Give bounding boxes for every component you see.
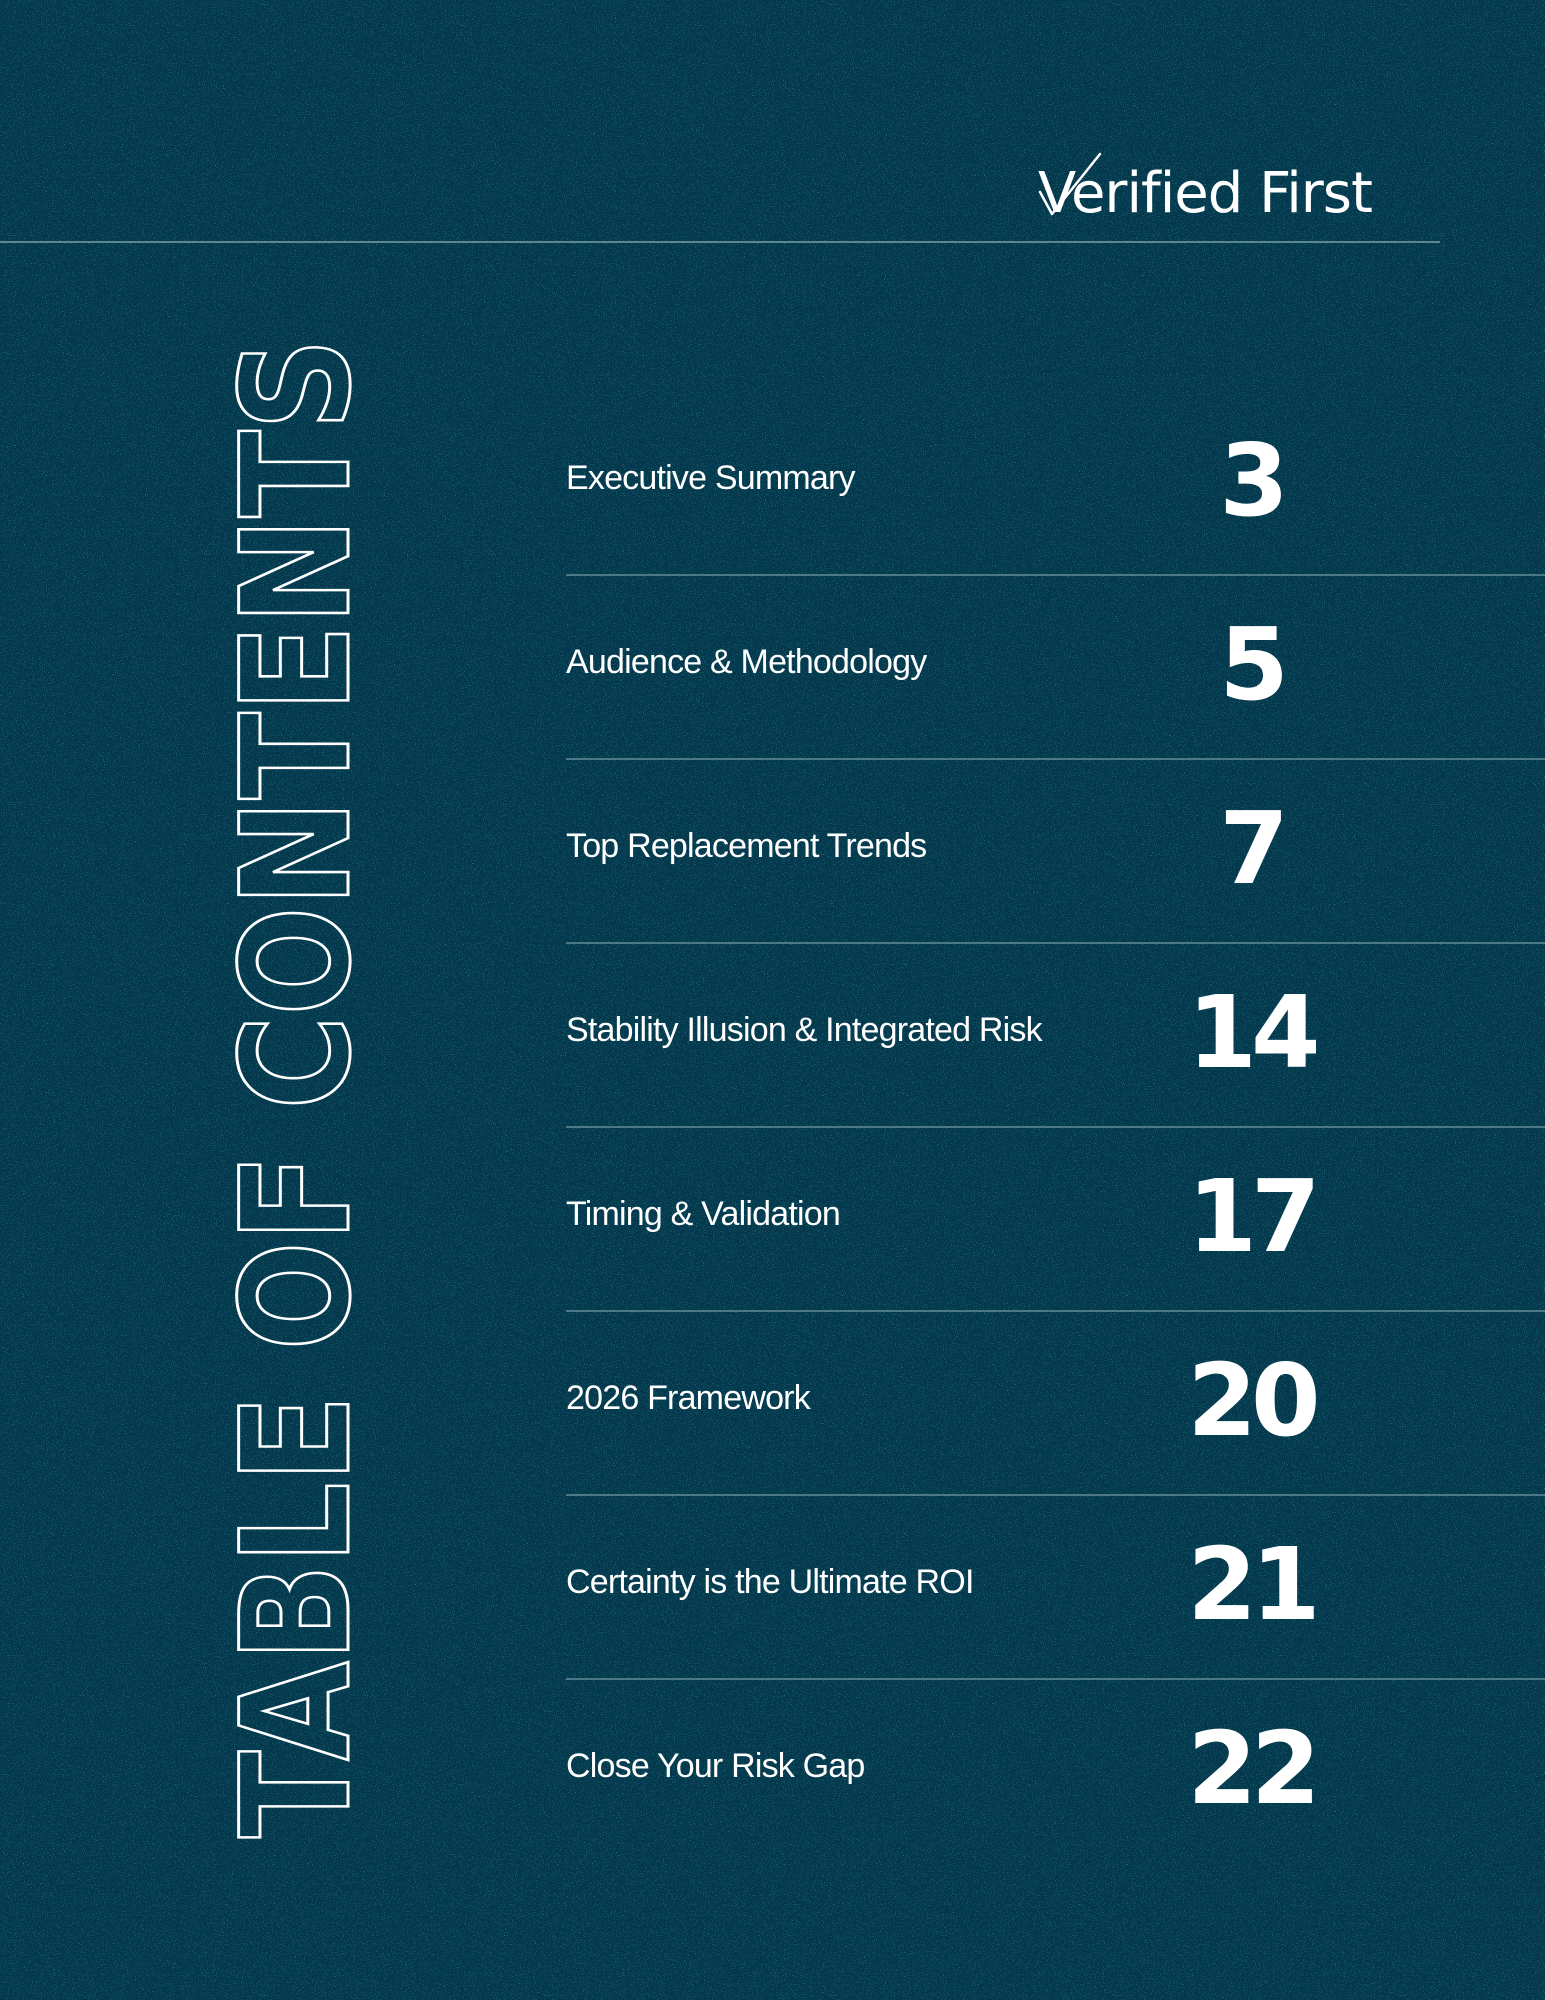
toc-item-title: Top Replacement Trends bbox=[566, 827, 927, 865]
toc-list bbox=[566, 392, 1545, 1864]
toc-item-title: Certainty is the Ultimate ROI bbox=[566, 1563, 974, 1601]
toc-item-page-number: 5 bbox=[1219, 606, 1283, 723]
toc-item[interactable] bbox=[566, 944, 1545, 1128]
toc-item-title: 2026 Framework bbox=[566, 1379, 810, 1417]
toc-item-title: Close Your Risk Gap bbox=[566, 1747, 865, 1785]
toc-item-title: Stability Illusion & Integrated Risk bbox=[566, 1011, 1042, 1049]
toc-item[interactable] bbox=[566, 576, 1545, 760]
toc-item-page-number: 7 bbox=[1219, 790, 1283, 907]
toc-item-page-number: 22 bbox=[1187, 1710, 1315, 1827]
toc-item-title: Timing & Validation bbox=[566, 1195, 840, 1233]
toc-item[interactable] bbox=[566, 392, 1545, 576]
toc-item-page-number: 21 bbox=[1187, 1526, 1315, 1643]
toc-item-page-number: 3 bbox=[1219, 422, 1283, 539]
toc-item-title: Audience & Methodology bbox=[566, 643, 927, 681]
toc-item[interactable] bbox=[566, 760, 1545, 944]
toc-item[interactable] bbox=[566, 1680, 1545, 1864]
toc-item[interactable] bbox=[566, 1128, 1545, 1312]
table-of-contents-heading bbox=[210, 80, 384, 1838]
toc-item[interactable] bbox=[566, 1312, 1545, 1496]
toc-item-page-number: 14 bbox=[1187, 974, 1315, 1091]
brand-name: Verified First bbox=[1038, 161, 1372, 226]
header-divider bbox=[0, 241, 1440, 243]
verified-first-logo bbox=[1030, 150, 1400, 230]
toc-item[interactable] bbox=[566, 1496, 1545, 1680]
heading-text: TABLE OF CONTENTS bbox=[210, 80, 384, 1838]
toc-item-page-number: 17 bbox=[1187, 1158, 1315, 1275]
toc-item-page-number: 20 bbox=[1187, 1342, 1315, 1459]
toc-item-title: Executive Summary bbox=[566, 459, 855, 497]
